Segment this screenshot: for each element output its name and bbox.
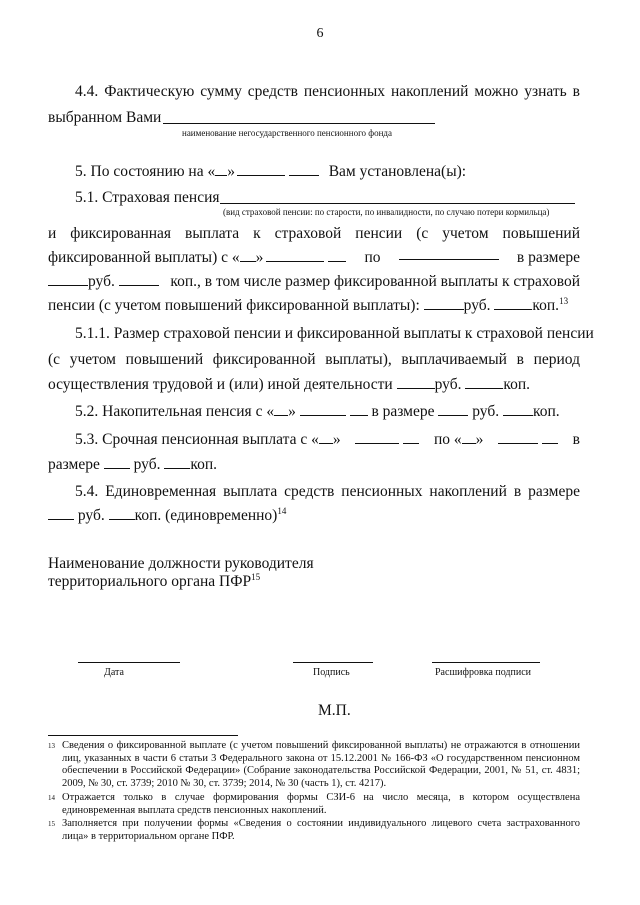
section-5-1-line3 <box>48 246 580 270</box>
s53-b: » <box>332 431 341 448</box>
s51-to-field[interactable] <box>399 246 499 260</box>
footnote-14-text: Отражается только в случае формирования формы СЗИ-6 на число месяца, в котором осуществлена единовременная выплата средств пенсионных накоплений. <box>62 792 580 816</box>
s53-from-year-field[interactable] <box>403 430 419 444</box>
s51-rub-field[interactable] <box>48 272 88 286</box>
date-day-field[interactable] <box>215 162 227 176</box>
s52-e: коп. <box>532 403 560 420</box>
pension-type-caption: (вид страховой пенсии: по старости, по инвалидности, по случаю потери кормильца) <box>223 207 550 217</box>
page-number: 6 <box>316 26 324 41</box>
section-5-1-1-line3 <box>48 373 530 397</box>
stamp-place: М.П. <box>318 702 351 719</box>
s53-l2a: размере <box>48 456 100 473</box>
s52-d: руб. <box>472 403 500 420</box>
s53-l2c: коп. <box>190 456 218 473</box>
date-year-field[interactable] <box>289 162 319 176</box>
s51-fixed-kop-field[interactable] <box>494 296 532 310</box>
s53-a: 5.3. Срочная пенсионная выплата с « <box>75 431 319 448</box>
s53-e: в <box>572 431 580 448</box>
section-5-3-line1 <box>75 428 580 452</box>
section-5-suffix: Вам установлена(ы): <box>328 163 467 180</box>
s511-kop-field[interactable] <box>465 375 503 389</box>
section-5-4-line1: 5.4. Единовременная выплата средств пенсионных накоплений в размере <box>75 483 580 500</box>
section-5-1-line2: и фиксированная выплата к страховой пенсии (с учетом повышений <box>48 225 580 242</box>
date-signature-line[interactable] <box>78 662 180 663</box>
s51-month-field[interactable] <box>266 248 324 262</box>
s51-fixed-rub-field[interactable] <box>424 296 464 310</box>
s54-l2a: руб. <box>77 507 105 524</box>
s51-l5a: пенсии (с учетом повышений фиксированной выплаты): <box>48 297 420 314</box>
section-5-2 <box>75 400 560 424</box>
s51-year-field[interactable] <box>328 248 346 262</box>
s52-rub-field[interactable] <box>438 402 468 416</box>
section-5-1-1-line1: 5.1.1. Размер страховой пенсии и фиксированной выплаты к страховой пенсии <box>75 325 594 342</box>
s51-l5b: руб. <box>463 297 491 314</box>
section-5-3-line2 <box>48 453 217 477</box>
s51-l3b: » <box>255 249 264 266</box>
footnote-13-text: Сведения о фиксированной выплате (с учетом повышений фиксированной выплаты) не отражаются в отношении лиц, указанных в части 6 статьи 3 Федерального закона от 15.12.2001 № 166-ФЗ «О государственном пенсионном обеспечении в Российской Федерации» (Собрание законодательства Российской Федерации, 2001, № 51, ст. 4831; 2009, № 30, ст. 3739; 2010 № 30, ст. 3739; 2014, № 30 (часть 1), ст. 4217). <box>62 740 580 789</box>
section-5 <box>75 160 466 184</box>
s54-l2b: коп. (единовременно) <box>134 507 278 524</box>
s51-l4b: коп., в том числе размер фиксированной выплаты к страховой <box>170 273 580 290</box>
s52-c: в размере <box>371 403 435 420</box>
section-5-1-prefix: 5.1. Страховая пенсия <box>75 189 220 206</box>
section-5-mid: » <box>227 163 235 180</box>
date-label: Дата <box>104 667 124 678</box>
s51-l3d: в размере <box>516 249 580 266</box>
date-month-field[interactable] <box>237 162 285 176</box>
footnote-ref-14: 14 <box>277 505 287 516</box>
position-title-line2 <box>48 570 260 594</box>
position-line2-text: территориального органа ПФР <box>48 573 252 590</box>
fund-name-field[interactable] <box>163 123 435 124</box>
section-5-1-line5 <box>48 294 568 318</box>
s53-kop-field[interactable] <box>164 455 190 469</box>
section-4-4-prefix: выбранном Вами <box>48 109 162 126</box>
s52-year-field[interactable] <box>350 402 368 416</box>
fund-name-caption: наименование негосударственного пенсионного фонда <box>182 128 393 138</box>
s54-kop-field[interactable] <box>109 506 135 520</box>
s53-c: по « <box>433 431 462 448</box>
s52-month-field[interactable] <box>300 402 346 416</box>
s53-to-day-field[interactable] <box>462 430 476 444</box>
section-5-1-1-line2: (с учетом повышений фиксированной выплаты), выплачиваемый в период <box>48 351 580 368</box>
s53-rub-field[interactable] <box>104 455 130 469</box>
footnote-14-num: 14 <box>48 794 55 802</box>
footnote-ref-13: 13 <box>559 295 569 306</box>
s511-l3a: осуществления трудовой и (или) иной деятельности <box>48 376 393 393</box>
s511-l3c: коп. <box>503 376 531 393</box>
section-4-4-line1: 4.4. Фактическую сумму средств пенсионных накоплений можно узнать в <box>75 83 580 100</box>
s54-rub-field[interactable] <box>48 506 74 520</box>
s51-l5c: коп. <box>532 297 560 314</box>
s53-d: » <box>475 431 484 448</box>
s52-kop-field[interactable] <box>503 402 533 416</box>
footnote-ref-15: 15 <box>251 571 261 582</box>
footnote-13 <box>48 740 580 790</box>
footnote-13-num: 13 <box>48 742 55 750</box>
section-5-1-line4 <box>48 270 580 294</box>
s53-l2b: руб. <box>133 456 161 473</box>
decoding-label: Расшифровка подписи <box>435 667 531 678</box>
signature-line[interactable] <box>293 662 373 663</box>
section-5-prefix: 5. По состоянию на « <box>75 163 216 180</box>
s51-l3c: по <box>364 249 381 266</box>
s51-day-field[interactable] <box>240 248 256 262</box>
s51-kop-field[interactable] <box>119 272 159 286</box>
footnote-15 <box>48 818 580 843</box>
footnote-14 <box>48 792 580 817</box>
s511-l3b: руб. <box>434 376 462 393</box>
s51-l4a: руб. <box>88 273 115 290</box>
position-title-line1: Наименование должности руководителя <box>48 555 314 572</box>
section-4-4-line2 <box>48 106 161 130</box>
s53-from-month-field[interactable] <box>355 430 399 444</box>
footnote-separator <box>48 735 238 736</box>
s52-b: » <box>288 403 296 420</box>
decoding-signature-line[interactable] <box>432 662 540 663</box>
s51-l3a: фиксированной выплаты) с « <box>48 249 240 266</box>
footnote-15-text: Заполняется при получении формы «Сведения о состоянии индивидуального лицевого счета застрахованного лица» в территориальном органе ПФР. <box>62 818 580 842</box>
footnote-15-num: 15 <box>48 820 55 828</box>
s52-day-field[interactable] <box>274 402 288 416</box>
s53-from-day-field[interactable] <box>319 430 333 444</box>
section-5-4-line2 <box>48 504 286 528</box>
s53-to-month-field[interactable] <box>498 430 538 444</box>
s53-to-year-field[interactable] <box>542 430 558 444</box>
pension-type-field[interactable] <box>220 203 575 204</box>
s52-a: 5.2. Накопительная пенсия с « <box>75 403 275 420</box>
s511-rub-field[interactable] <box>397 375 435 389</box>
signature-label: Подпись <box>313 667 350 678</box>
